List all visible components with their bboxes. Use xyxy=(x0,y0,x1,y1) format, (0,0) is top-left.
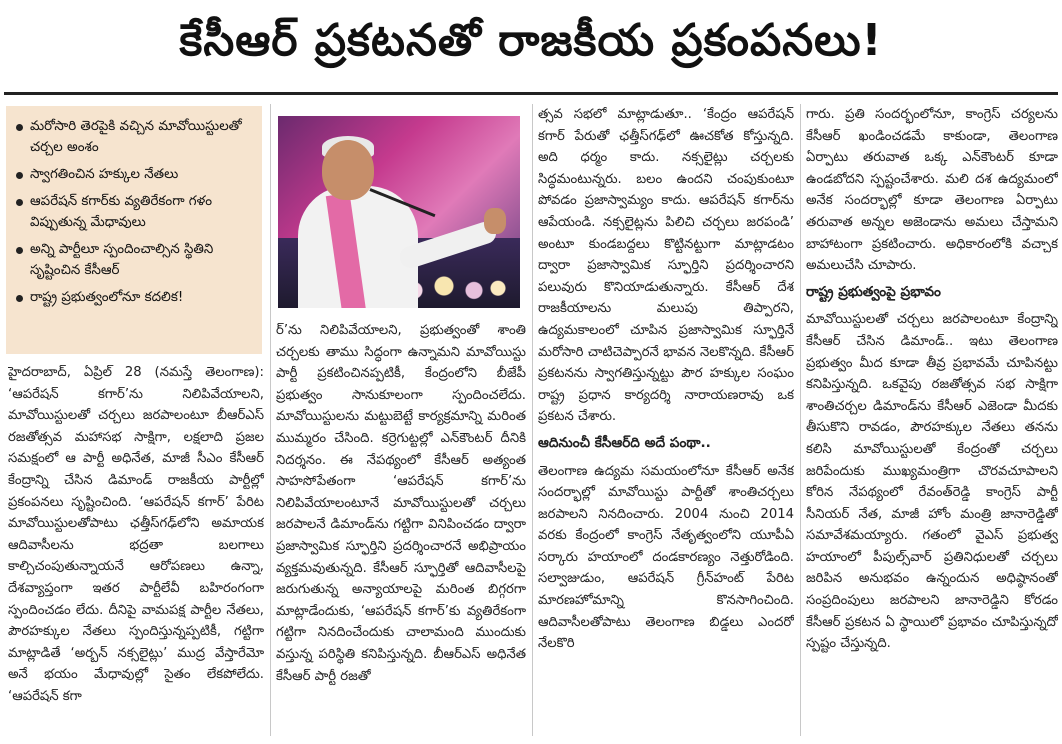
article-paragraph: త్సవ సభలో మాట్లాడుతూ.. ‘కేంద్రం ఆపరేషన్ కగార్ పేరుతో ఛత్తీస్‌గఢ్‌లో ఊచకోత కోస్తున్నది. అది ధర్మం కాదు. నక్సలైట్లు చర్చలకు సిద్ధమంటున్నరు. బలం ఉందని చంపుకుంటూ పోవడం ప్రజాస్వామ్యం కాదు. ఆపరేషన్ కగార్‌ను ఆపేయండి. నక్సలైట్లను పిలిచి చర్చలు జరపండి’ అంటూ కుండబద్దలు కొట్టినట్టుగా మాట్లాడటం ద్వారా ప్రజాస్వామిక స్ఫూర్తిని ప్రదర్శించారని పలువురు కొనియాడుతున్నారు. కేసీఆర్ దేశ రాజకీయాలను మలుపు తిప్పారని, ఉద్యమకాలంలో చూపిన ప్రజాస్వామిక స్ఫూర్తినే మరోసారి చాటిచెప్పారనే భావన నెలకొన్నది. కేసీఆర్ ప్రకటనను స్వాగతిస్తున్నట్టు పౌర హక్కుల సంఘం రాష్ట్ర ప్రధాన కార్యదర్శి నారాయణరావు ఒక ప్రకటన చేశారు. xyxy=(538,107,794,425)
column-divider xyxy=(800,104,801,736)
highlights-box xyxy=(6,106,262,354)
subheading: ఆదినుంచీ కేసీఆర్‌ది అదే పంథా.. xyxy=(538,434,711,451)
speaker-hand xyxy=(484,208,506,234)
column-divider xyxy=(532,104,533,736)
headline: కేసీఆర్ ప్రకటనతో రాజకీయ ప్రకంపనలు! xyxy=(179,15,883,66)
highlight-item: అన్ని పార్టీలూ స్పందించాల్సిన స్థితిని సృష్టించిన కేసీఆర్ xyxy=(14,239,254,281)
article-column-3 xyxy=(538,104,794,742)
article-paragraph: గారు. ప్రతి సందర్భంలోనూ, కాంగ్రెస్ చర్యలను కేసీఆర్ ఖండించడమే కాకుండా, తెలంగాణ ఏర్పాటు తరువాత ఒక్క ఎన్‌కౌంటర్ కూడా ఉండబోదని స్పష్టంచేశారు. మలి దశ ఉద్యమంలో అనేక సందర్భాల్లో కూడా తెలంగాణ ఏర్పాటు తరువాత అన్నల అజెండాను అమలు చేస్తామని బాహాటంగా ప్రకటించారు. అధికారంలోకి వచ్చాక అమలుచేసి చూపారు. xyxy=(806,107,1058,274)
headline-rule xyxy=(4,92,1058,95)
article-column-1 xyxy=(8,362,264,742)
article-column-2 xyxy=(276,320,526,742)
article-paragraph: ర్’ను నిలిపివేయాలని, ప్రభుత్వంతో శాంతి చర్చలకు తాము సిద్ధంగా ఉన్నామని మావోయిస్టు పార్టీ ప్రకటించినప్పటికీ, కేంద్రంలోని బీజేపీ ప్రభుత్వం సానుకూలంగా స్పందించలేదు. మావోయిస్టులను మట్టుబెట్టే కార్యక్రమాన్ని మరింత ముమ్మరం చేసింది. కర్రెగుట్టల్లో ఎన్‌కౌంటర్ దీనికి నిదర్శనం. ఈ నేపథ్యంలో కేసీఆర్ అత్యంత సాహసోపేతంగా ‘ఆపరేషన్ కగార్’ను నిలిపివేయాలంటూనే మావోయిస్టులతో చర్చలు జరపాలనే డిమాండ్‌ను గట్టిగా వినిపించడం ద్వారా ప్రజాస్వామిక స్ఫూర్తిని ప్రదర్శించారనే అభిప్రాయం వ్యక్తమవుతున్నది. కేసీఆర్ స్ఫూర్తితో ఆదివాసీలపై జరుగుతున్న అన్యాయాలపై మరింత బిగ్గరగా మాట్లాడేందుకు, ‘ఆపరేషన్ కగార్’కు వ్యతిరేకంగా గట్టిగా నినదించేందుకు చాలామంది ముందుకు వస్తున్న పరిస్థితి కనిపిస్తున్నది. బీఆర్‌ఎస్ అధినేత కేసీఆర్ పార్టీ రజతో xyxy=(276,323,526,684)
highlights-list xyxy=(14,116,254,308)
article-paragraph: మావోయిస్టులతో చర్చలు జరపాలంటూ కేంద్రాన్ని కేసీఆర్ చేసిన డిమాండ్.. ఇటు తెలంగాణ ప్రభుత్వం మీద కూడా తీవ్ర ప్రభావమే చూపినట్టు కనిపిస్తున్నది. ఒకవైపు రజతోత్సవ సభ సాక్షిగా శాంతిచర్చల డిమాండ్‌ను కేసీఆర్ ఎజెండా మీదకు తీసుకొని రావడం, పౌరహక్కుల నేతలు తనను కలిసి మావోయిస్టులతో కేంద్రంతో చర్చలు జరిపేందుకు ముఖ్యమంత్రిగా చొరవచూపాలని కోరిన నేపథ్యంలో రేవంత్‌రెడ్డి కాంగ్రెస్ పార్టీ సీనియర్ నేత, మాజీ హోం మంత్రి జానారెడ్డితో సమావేశమయ్యారు. గతంలో వైఎస్ ప్రభుత్వ హయాంలో పీపుల్స్‌వార్ ప్రతినిధులతో చర్చలు జరిపిన అనుభవం ఉన్నందున అధిష్ఠానంతో సంప్రదింపులు జరపాలని జానారెడ్డిని కోరడం కేసీఆర్ ప్రకటన ఏ స్థాయిలో ప్రభావం చూపిస్తున్నదో స్పష్టం చేస్తున్నది. xyxy=(806,312,1058,652)
article-column-4 xyxy=(806,104,1058,742)
column-divider xyxy=(270,104,271,736)
highlight-item: రాష్ట్ర ప్రభుత్వంలోనూ కదలిక! xyxy=(14,287,254,308)
highlight-item: మరోసారి తెరపైకి వచ్చిన మావోయిస్టులతో చర్చల అంశం xyxy=(14,116,254,158)
article-paragraph: తెలంగాణ ఉద్యమ సమయంలోనూ కేసీఆర్ అనేక సందర్భాల్లో మావోయిస్టు పార్టీతో శాంతిచర్చలు జరపాలని నినదించారు. 2004 నుంచి 2014 వరకు కేంద్రంలో కాంగ్రెస్ నేతృత్వంలోని యూపీఏ సర్కారు హయాంలో దండకారణ్యం నెత్తురోడింది. సల్వాజుడుం, ఆపరేషన్ గ్రీన్‌హంట్ పేరిట మారణహోమాన్ని కొనసాగించింది. ఆదివాసీలతోపాటు తెలంగాణ బిడ్డలు ఎందరో నేలకొరి xyxy=(538,463,794,652)
highlight-item: స్వాగతించిన హక్కుల నేతలు xyxy=(14,164,254,185)
speaker-head xyxy=(322,140,374,200)
kcr-photo xyxy=(278,116,520,308)
highlight-item: ఆపరేషన్ కగార్‌కు వ్యతిరేకంగా గళం విప్పుతున్న మేధావులు xyxy=(14,191,254,233)
subheading: రాష్ట్ర ప్రభుత్వంపై ప్రభావం xyxy=(806,283,941,300)
article-paragraph: హైదరాబాద్, ఏప్రిల్ 28 (నమస్తే తెలంగాణ): ‘ఆపరేషన్ కగార్’ను నిలిపివేయాలని, మావోయిస్టులతో చర్చలు జరపాలంటూ బీఆర్‌ఎస్ రజతోత్సవ మహాసభ సాక్షిగా, లక్షలాది ప్రజల సమక్షంలో ఆ పార్టీ అధినేత, మాజీ సీఎం కేసీఆర్ కేంద్రాన్ని చేసిన డిమాండ్ రాజకీయ పార్టీల్లో ప్రకంపనలు సృష్టించింది. ‘ఆపరేషన్ కగార్’ పేరిట మావోయిస్టులతోపాటు ఛత్తీస్‌గఢ్‌లోని అమాయక ఆదివాసీలను భద్రతా బలగాలు కాల్చిచంపుతున్నాయనే ఆరోపణలు ఉన్నా, దేశవ్యాప్తంగా ఇతర పార్టీలేవీ బహిరంగంగా స్పందించడం లేదు. దీనిపై వామపక్ష పార్టీల నేతలు, పౌరహక్కుల నేతలు స్పందిస్తున్నప్పటికీ, గట్టిగా మాట్లాడితే ‘అర్బన్ నక్సలైట్లు’ ముద్ర వేస్తారేమో అనే భయం మేధావుల్లో సైతం లేకపోలేదు. ‘ఆపరేషన్ కగా xyxy=(8,365,264,704)
